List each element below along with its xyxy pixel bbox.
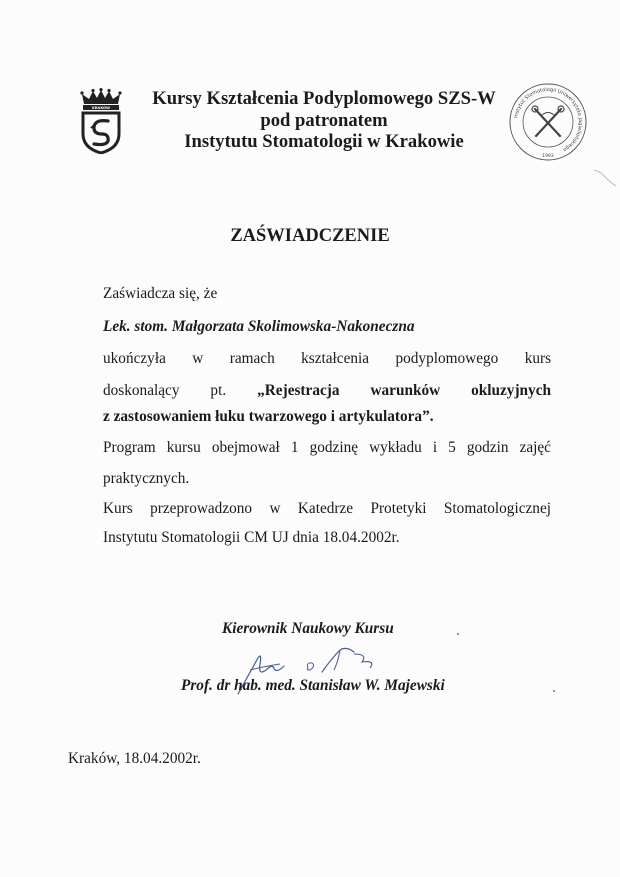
body-line-6: Program kursu obejmował 1 godzinę wykładu i 5 godzin zajęć: [103, 439, 551, 456]
recipient-name: Lek. stom. Małgorzata Skolimowska-Nakoneczna: [103, 318, 415, 335]
document-title: ZAŚWIADCZENIE: [230, 226, 390, 246]
institution-header: [128, 88, 520, 153]
place-date: Kraków, 18.04.2002r.: [68, 750, 201, 767]
signatory-role: Kierownik Naukowy Kursu: [222, 620, 394, 637]
stomatology-seal-icon: [508, 82, 588, 162]
header-line-3: Instytutu Stomatologii w Krakowie: [184, 131, 464, 152]
course-title-end: z zastosowaniem łuku twarzowego i artykulatora”.: [103, 408, 434, 425]
body-line-4: doskonalący pt. „Rejestracja warunków okluzyjnych: [103, 382, 552, 399]
logo-caption: KRAKÓW: [92, 106, 110, 111]
pen-mark: [592, 166, 618, 188]
body-line-9: Instytutu Stomatologii CM UJ dnia 18.04.2002r.: [103, 529, 400, 546]
body-line-3: ukończyła w ramach kształcenia podyplomowego kurs: [103, 350, 552, 367]
seal-text: Instytut Stomatologii Uniwersytetu Jagiellońskiego: [513, 86, 584, 153]
course-title-part: „Rejestracja: [257, 382, 340, 399]
speck: [457, 633, 459, 635]
intro-text: Zaświadcza się, że: [103, 285, 218, 302]
body-line-8: Kurs przeprowadzono w Katedrze Protetyki Stomatologicznej: [103, 500, 551, 517]
crown-shield-icon: [78, 88, 124, 154]
speck: [553, 690, 555, 692]
body-line-7: praktycznych.: [103, 470, 190, 487]
header-line-1: Kursy Kształcenia Podyplomowego SZS-W: [152, 88, 496, 109]
signatory-name: Prof. dr hab. med. Stanisław W. Majewski: [181, 677, 445, 694]
seal-year: 1993: [542, 154, 554, 159]
header-line-2: pod patronatem: [260, 109, 388, 131]
